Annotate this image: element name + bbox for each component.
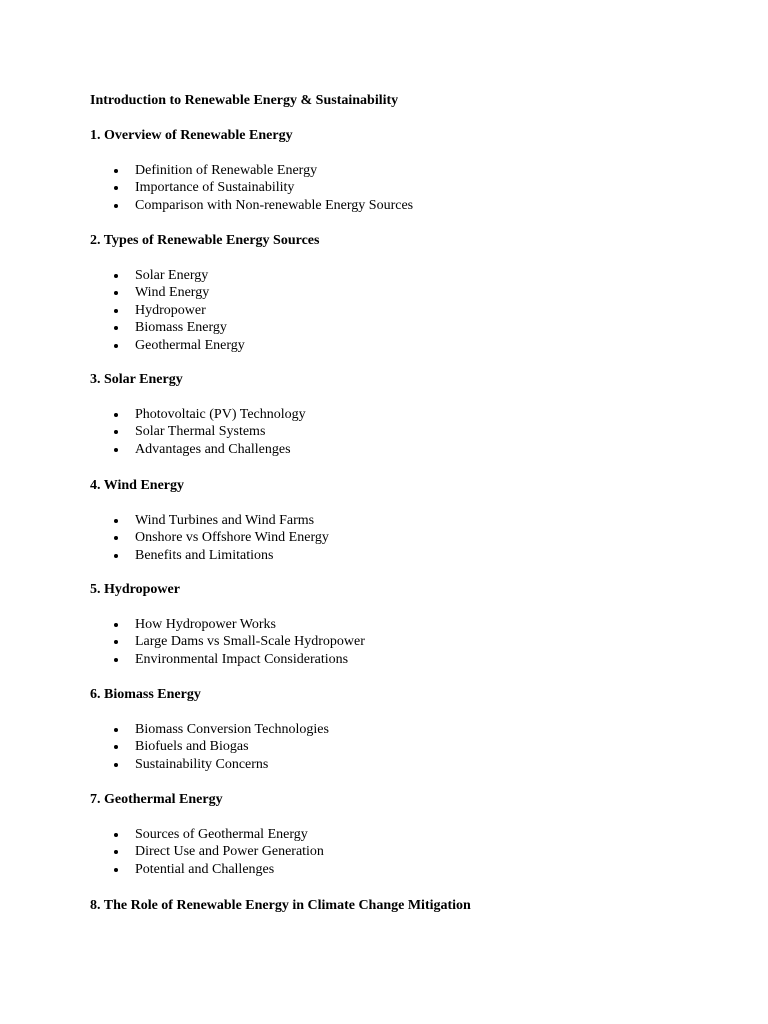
section-solar [90, 371, 690, 458]
bullet-icon [114, 658, 118, 662]
section-heading: 8. The Role of Renewable Energy in Climate Change Mitigation [90, 898, 471, 913]
list-item-text: Wind Turbines and Wind Farms [135, 513, 315, 528]
list-item [90, 547, 690, 564]
bullet-icon [114, 728, 118, 732]
list-item [90, 529, 690, 546]
bullet-icon [114, 344, 118, 348]
list-item-text: Geothermal Energy [135, 337, 245, 353]
list-item [90, 843, 690, 860]
list-item [90, 861, 690, 878]
list-item [90, 267, 690, 284]
bullet-list [90, 162, 690, 214]
bullet-icon [114, 850, 118, 854]
section-wind [90, 477, 690, 564]
bullet-list [90, 512, 690, 564]
list-item-text: Definition of Renewable Energy [135, 163, 318, 178]
list-item-text: Onshore vs Offshore Wind Energy [135, 530, 329, 546]
list-item [90, 441, 690, 458]
bullet-icon [114, 413, 118, 417]
section-climate-mitigation [90, 897, 690, 915]
section-hydropower [90, 581, 690, 668]
bullet-icon [114, 554, 118, 558]
list-item-text: How Hydropower Works [135, 617, 276, 632]
bullet-list [90, 267, 690, 354]
section-heading: 3. Solar Energy [90, 372, 183, 387]
document-title: Introduction to Renewable Energy & Sustainability [90, 93, 399, 108]
bullet-list [90, 616, 690, 668]
list-item-text: Wind Energy [135, 285, 210, 301]
list-item-text: Hydropower [135, 302, 206, 318]
section-types [90, 232, 690, 354]
bullet-icon [114, 291, 118, 295]
bullet-icon [114, 326, 118, 330]
list-item-text: Sources of Geothermal Energy [135, 827, 308, 842]
section-heading: 5. Hydropower [90, 582, 180, 597]
list-item-text: Solar Thermal Systems [135, 424, 266, 440]
bullet-icon [114, 745, 118, 749]
list-item [90, 826, 690, 843]
section-biomass [90, 686, 690, 773]
list-item [90, 337, 690, 354]
bullet-icon [114, 430, 118, 434]
bullet-icon [114, 274, 118, 278]
list-item-text: Biomass Conversion Technologies [135, 722, 329, 737]
section-heading: 7. Geothermal Energy [90, 792, 223, 807]
bullet-icon [114, 519, 118, 523]
list-item-text: Solar Energy [135, 268, 209, 283]
list-item [90, 721, 690, 738]
list-item [90, 284, 690, 301]
bullet-icon [114, 169, 118, 173]
section-heading: 1. Overview of Renewable Energy [90, 128, 293, 143]
bullet-list [90, 826, 690, 878]
list-item-text: Direct Use and Power Generation [135, 844, 324, 860]
list-item-text: Benefits and Limitations [135, 547, 274, 563]
list-item-text: Potential and Challenges [135, 861, 275, 877]
list-item-text: Environmental Impact Considerations [135, 651, 349, 667]
list-item [90, 633, 690, 650]
list-item-text: Importance of Sustainability [135, 180, 295, 196]
list-item [90, 738, 690, 755]
bullet-icon [114, 309, 118, 313]
section-overview [90, 127, 690, 214]
bullet-icon [114, 448, 118, 452]
list-item-text: Biofuels and Biogas [135, 739, 249, 755]
section-heading: 4. Wind Energy [90, 478, 185, 493]
bullet-icon [114, 536, 118, 540]
bullet-list [90, 406, 690, 458]
list-item [90, 179, 690, 196]
list-item [90, 302, 690, 319]
list-item [90, 319, 690, 336]
list-item-text: Advantages and Challenges [135, 441, 291, 457]
bullet-icon [114, 186, 118, 190]
list-item [90, 406, 690, 423]
section-geothermal [90, 791, 690, 878]
bullet-icon [114, 623, 118, 627]
list-item [90, 651, 690, 668]
bullet-icon [114, 763, 118, 767]
list-item-text: Comparison with Non-renewable Energy Sources [135, 197, 414, 213]
list-item-text: Biomass Energy [135, 320, 227, 336]
list-item [90, 162, 690, 179]
section-heading: 6. Biomass Energy [90, 687, 201, 702]
list-item [90, 512, 690, 529]
list-item [90, 616, 690, 633]
list-item [90, 423, 690, 440]
section-heading: 2. Types of Renewable Energy Sources [90, 233, 320, 248]
list-item [90, 756, 690, 773]
bullet-list [90, 721, 690, 773]
list-item-text: Sustainability Concerns [135, 756, 269, 772]
bullet-icon [114, 868, 118, 872]
list-item-text: Large Dams vs Small-Scale Hydropower [135, 634, 365, 650]
bullet-icon [114, 833, 118, 837]
bullet-icon [114, 640, 118, 644]
bullet-icon [114, 204, 118, 208]
list-item-text: Photovoltaic (PV) Technology [135, 407, 306, 422]
list-item [90, 197, 690, 214]
